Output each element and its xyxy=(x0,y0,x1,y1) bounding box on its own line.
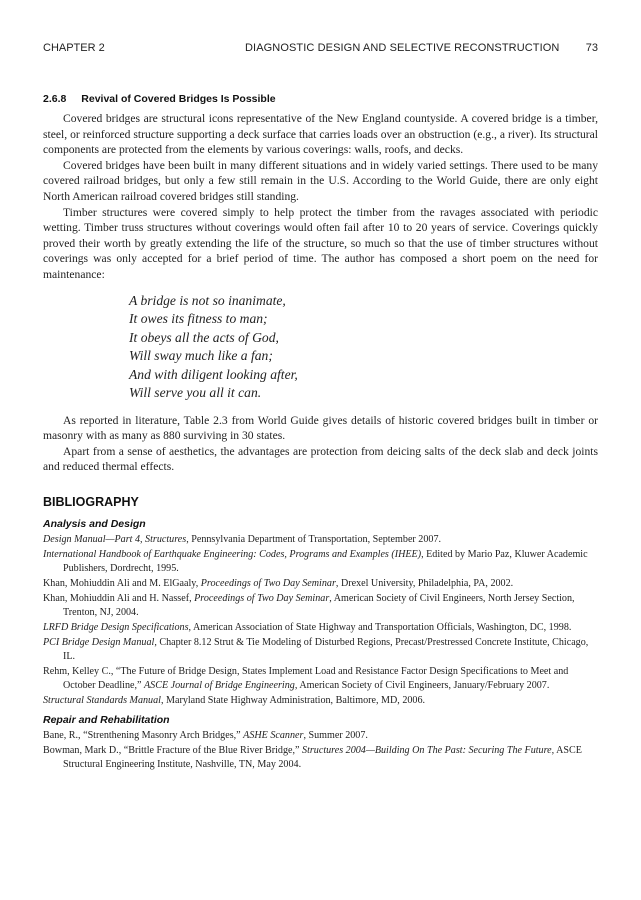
bibliography-heading: BIBLIOGRAPHY xyxy=(43,494,139,509)
reference-entry xyxy=(43,592,598,619)
body-paragraph: Apart from a sense of aesthetics, the advantages are protection from deicing salts of the deck slab and deck joints and reduced thermal effects. xyxy=(43,444,598,474)
ref-title: Design Manual—Part 4, Structures xyxy=(43,533,187,545)
ref-title: International Handbook of Earthquake Engineering: Codes, Programs and Examples (IHEE) xyxy=(43,549,422,561)
reference-entry xyxy=(43,694,598,708)
ref-text: , Chapter 8.12 Strut & Tie Modeling of Disturbed Regions, Precast/Prestressed Concrete Institute, Chicago, IL. xyxy=(63,637,589,663)
ref-text: , American Society of Civil Engineers, January/February 2007. xyxy=(294,679,550,691)
page-number: 73 xyxy=(585,42,598,54)
chapter-title: DIAGNOSTIC DESIGN AND SELECTIVE RECONSTRUCTION xyxy=(245,42,560,54)
ref-text: Rehm, Kelley C., “The Future of Bridge Design, States Implement Load and Resistance Factor Design Specifications to Meet and October Deadline,” xyxy=(43,666,569,691)
ref-text: , American Society of Civil Engineers, North Jersey Section, Trenton, NJ, 2004. xyxy=(63,593,575,618)
running-header xyxy=(43,42,598,58)
body-paragraph: Timber structures were covered simply to help protect the timber from the ravages associated with periodic wetting. Timber truss structures without coverings would often fail after 10 to 20 years of service. Coverings quickly proved their worth by greatly extending the life of the structure, so much so that the use of timber structures without coverings was only accepted for a brief period of time. The author has composed a short poem on the need for maintenance: xyxy=(43,205,598,281)
bibliography-subheading: Analysis and Design xyxy=(43,517,146,530)
section-title: Revival of Covered Bridges Is Possible xyxy=(81,93,276,105)
body-paragraph: Covered bridges are structural icons representative of the New England countyside. A covered bridge is a timber, steel, or reinforced structure supporting a deck surface that carries loads over an obstruction (e.g., a river). Its structural components are protected from the elements by various coverings: walls, roofs, and decks. xyxy=(43,112,598,157)
reference-entry xyxy=(43,636,598,663)
ref-text: , Edited by Mario Paz, Kluwer Academic Publishers, Dordrecht, 1995. xyxy=(63,549,588,574)
ref-title: LRFD Bridge Design Specifications xyxy=(43,622,189,634)
reference-entry xyxy=(43,744,598,771)
ref-text: ASCE Structural Engineering Institute, Nashville, TN, May 2004. xyxy=(63,745,582,770)
bibliography-subheading: Repair and Rehabilitation xyxy=(43,713,170,726)
reference-entry xyxy=(43,665,598,692)
ref-text: , American Association of State Highway and Transportation Officials, Washington, DC, 1998. xyxy=(188,622,572,634)
ref-text: Bane, R., “Strenthening Masonry Arch Bridges,” xyxy=(43,729,244,741)
reference-entry xyxy=(43,729,598,743)
ref-text: Khan, Mohiuddin Ali and H. Nassef, xyxy=(43,593,195,605)
poem-line: It owes its fitness to man; xyxy=(129,311,268,327)
chapter-label: CHAPTER 2 xyxy=(43,42,105,54)
reference-entry xyxy=(43,577,598,591)
ref-title: Structural Standards Manual xyxy=(43,695,161,707)
ref-text: Bowman, Mark D., “Brittle Fracture of the Blue River Bridge,” xyxy=(43,745,303,757)
ref-title: Proceedings of Two Day Seminar xyxy=(194,593,330,605)
section-heading xyxy=(43,93,598,107)
ref-title: PCI Bridge Design Manual xyxy=(43,637,155,649)
body-paragraph: Covered bridges have been built in many different situations and in widely varied settings. There used to be many covered railroad bridges, but only a few still remain in the U.S. According to the World Guide, there are only eight North American railroad covered bridges still standing. xyxy=(43,158,598,203)
poem-line: Will serve you all it can. xyxy=(129,385,262,401)
ref-text: , Summer 2007. xyxy=(303,729,368,741)
reference-entry xyxy=(43,533,598,547)
ref-title: ASHE Scanner xyxy=(243,729,304,741)
poem-line: Will sway much like a fan; xyxy=(129,348,273,364)
poem xyxy=(129,292,598,403)
poem-line: It obeys all the acts of God, xyxy=(129,329,279,345)
ref-title: Structures 2004—Building On The Past: Securing The Future, xyxy=(302,745,555,757)
ref-title: ASCE Journal of Bridge Engineering xyxy=(144,679,295,691)
reference-entry xyxy=(43,621,598,635)
ref-text: , Pennsylvania Department of Transportation, September 2007. xyxy=(186,533,442,545)
ref-title: Proceedings of Two Day Seminar xyxy=(200,578,336,590)
page-body xyxy=(43,93,598,773)
body-paragraph: As reported in literature, Table 2.3 from World Guide gives details of historic covered bridges built in timber or masonry with as many as 880 surviving in 30 states. xyxy=(43,413,598,443)
ref-text: Khan, Mohiuddin Ali and M. ElGaaly, xyxy=(43,578,201,590)
poem-line: And with diligent looking after, xyxy=(129,366,298,382)
section-number: 2.6.8 xyxy=(43,93,67,105)
ref-text: , Drexel University, Philadelphia, PA, 2002. xyxy=(335,578,514,590)
reference-entry xyxy=(43,548,598,575)
ref-text: , Maryland State Highway Administration, Baltimore, MD, 2006. xyxy=(160,695,426,707)
poem-line: A bridge is not so inanimate, xyxy=(129,292,286,308)
